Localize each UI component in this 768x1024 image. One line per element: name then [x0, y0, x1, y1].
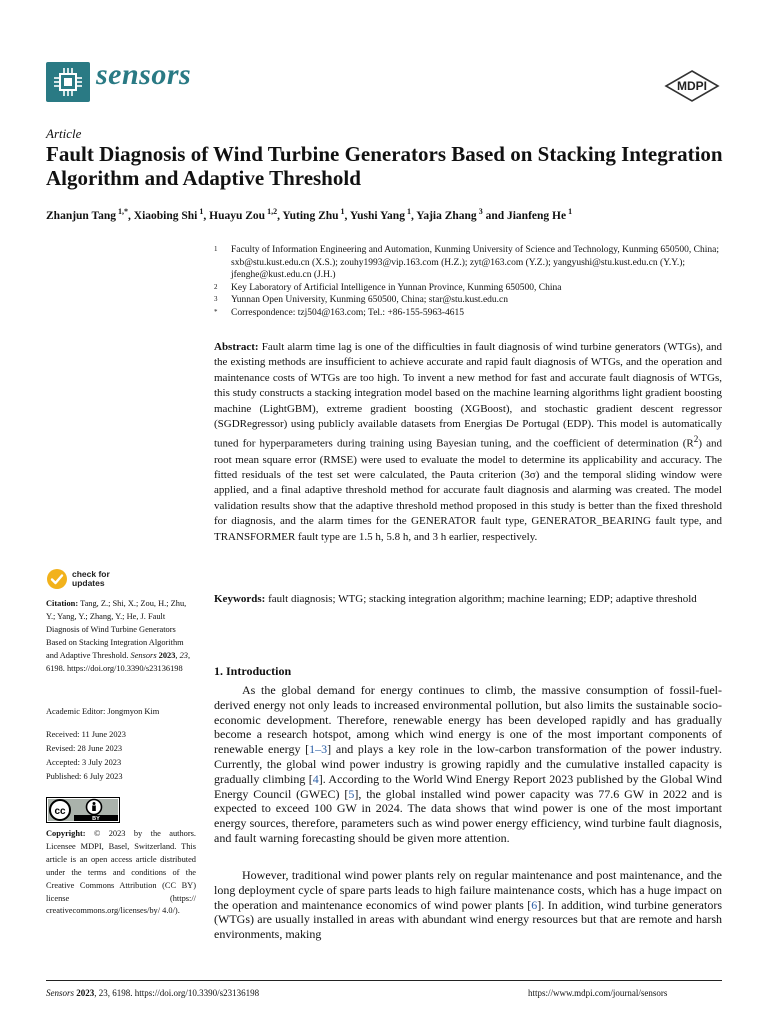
- reference-link[interactable]: 1–3: [309, 742, 328, 757]
- affiliations: [214, 244, 724, 320]
- date-accepted: Accepted: 3 July 2023: [46, 758, 122, 767]
- affiliation-text: Correspondence: tzj504@163.com; Tel.: +86-155-5963-4615: [231, 307, 465, 318]
- author-affiliation-sup: 1: [197, 207, 204, 216]
- academic-editor: Academic Editor: Jongmyon Kim: [46, 707, 160, 716]
- date-published: Published: 6 July 2023: [46, 772, 123, 781]
- check-updates-icon: [46, 568, 68, 590]
- affiliation-mark: *: [214, 307, 218, 316]
- authors-list[interactable]: [46, 204, 736, 224]
- mdpi-logo-text: MDPI: [677, 79, 707, 93]
- affiliation-1: [214, 244, 724, 282]
- citation-label: Citation:: [46, 599, 79, 608]
- footer-year: 2023: [76, 988, 95, 998]
- author-affiliation-sup: 3: [476, 207, 483, 216]
- abstract: [214, 340, 722, 545]
- footer-journal-url[interactable]: https://www.mdpi.com/journal/sensors: [528, 988, 668, 998]
- para-text: However, traditional wind power plants rely on regular maintenance and post maintenance, and the long deployment cycle of spare parts leads to high failure maintenance costs, which has a huge impact on the operation and maintenance economics of wind power plants [: [214, 868, 722, 912]
- reference-link[interactable]: 4: [312, 771, 319, 786]
- abstract-text-2: ) and root mean square error (RMSE) were used to evaluate the model to determine its applicability and accuracy. The fitted residuals of the test set were calculated, the Pauta criterion (3σ) and the temporal sliding window were applied, and a final adaptive threshold method for accurate fault diagnosis and alarming was created. The model validation results show that the adaptive threshold method proposed in this study is better than the fixed threshold for diagnosis, and the alarm times for the GENERATOR fault type, GENERATOR_BEARING fault type, and TRANSFORMER fault type are 1.5 h, 5.8 h, and 3 h earlier, respectively.: [214, 438, 722, 543]
- intro-paragraph-1: [214, 683, 722, 846]
- affiliation-correspondence: [214, 307, 724, 320]
- reference-link[interactable]: 5: [348, 786, 355, 801]
- svg-text:cc: cc: [54, 806, 66, 817]
- author-affiliation-sup: 1: [566, 207, 573, 216]
- para-text: ]. According to the World Wind Energy Report 2023 published by the Global Wind Energy Council (GWEC) [: [214, 771, 722, 801]
- citation-block: Citation: Tang, Z.; Shi, X.; Zou, H.; Zhu, Y.; Yang, Y.; Zhang, Y.; He, J. Fault Diagnosis of Wind Turbine Generators Based on Stacking Integration Algorithm and Adaptive Threshold. Sensors 2023, 23, 6198. https://doi.org/10.3390/s23136198: [46, 599, 191, 673]
- affiliation-text: Faculty of Information Engineering and Automation, Kunming University of Science and Technology, Kunming 650500, China; sxb@stu.kust.edu.cn (X.S.); zouhy1993@vip.163.com (H.Z.); zyt@163.com (Y.Z.); yangyushi@stu.kust.edu.cn (Y.Y.); jfenghe@kust.edu.cn (J.H.): [231, 245, 719, 281]
- keywords-text: fault diagnosis; WTG; stacking integration algorithm; machine learning; EDP; adaptive threshold: [268, 593, 697, 605]
- date-revised: Revised: 28 June 2023: [46, 744, 123, 753]
- footer-journal: Sensors: [46, 988, 75, 998]
- citation-doi[interactable]: , 6198. https://doi.org/10.3390/s23136198: [46, 650, 191, 673]
- author-affiliation-sup: 1,*: [116, 207, 129, 216]
- reference-link[interactable]: 6: [531, 897, 538, 912]
- abstract-superscript: 2: [693, 434, 699, 445]
- check-for-updates-button[interactable]: [46, 568, 110, 590]
- copyright-label: Copyright:: [46, 829, 86, 838]
- affiliation-mark: 3: [214, 295, 218, 304]
- copyright-block: [46, 828, 196, 918]
- footer-citation[interactable]: [46, 988, 259, 998]
- affiliation-mark: 2: [214, 282, 218, 291]
- author-affiliation-sup: 1: [338, 207, 345, 216]
- article-type: Article: [46, 126, 82, 141]
- abstract-label: Abstract:: [214, 341, 259, 353]
- citation-journal: Sensors: [130, 650, 157, 660]
- date-received: Received: 11 June 2023: [46, 730, 126, 739]
- para-text: ]. In addition, wind turbine generators (WTGs) are usually installed in areas with abundant wind energy resources but that are remote and harsh environments, making: [214, 897, 722, 942]
- citation-text: Tang, Z.; Shi, X.; Zou, H.; Zhu, Y.; Yang, Y.; Zhang, Y.; He, J. Fault Diagnosis of Wind Turbine Generators Based on Stacking Integration Algorithm and Adaptive Threshold.: [46, 599, 187, 660]
- journal-name[interactable]: sensors: [96, 58, 192, 91]
- para-text: As the global demand for energy continues to climb, the massive consumption of fossil-fuel-derived energy not only leads to increased environmental pollution, but also limits the sustainable socio-economic development. Therefore, renewable energy has been developed rapidly and has gradually become a research hotspot, among which wind energy is one of the most important components of renewable energy [: [214, 683, 722, 757]
- check-updates-line1: check for: [72, 568, 110, 579]
- journal-logo-chip-icon: [46, 62, 90, 102]
- affiliation-text: Yunnan Open University, Kunming 650500, China; star@stu.kust.edu.cn: [231, 295, 509, 306]
- citation-year: 2023: [158, 650, 176, 660]
- copyright-text: © 2023 by the authors. Licensee MDPI, Basel, Switzerland. This article is an open access article distributed under the terms and conditions of the Creative Commons Attribution (CC BY) license (https:// creativecommons.org/licenses/by/ 4.0/).: [46, 829, 197, 916]
- authors-text: Zhanjun Tang $^{1,*}$, Xiaobing Shi $^1$, Huayu Zou $^{1,2}$, Yuting Zhu $^1$, Yushi Yang $^1$, Yajia Zhang $^3$ and Jianfeng He $^1$: [46, 207, 573, 222]
- keywords: [214, 592, 722, 607]
- footer-divider: [46, 980, 722, 981]
- affiliation-text: Key Laboratory of Artificial Intelligence in Yunnan Province, Kunming 650500, China: [231, 282, 562, 293]
- abstract-text-1: Fault alarm time lag is one of the difficulties in fault diagnosis of wind turbine generators (WTGs), and the existing methods are insufficient to achieve accurate and rapid fault diagnosis of WTGs, and the operation and maintenance costs of WTGs are too high. To invent a new method for fast and accurate fault diagnosis of WTGs, this study constructs a stacking integration model based on the machine learning algorithms light gradient boosting machine (LightGBM), extreme gradient boosting (XGBoost), and stochastic gradient descent regressor (SGDRegressor) using publicly available datasets from Energias De Portugal (EDP). This model is automatically tuned for hyperparameters during training using Bayesian tuning, and the coefficient of determination (R: [214, 341, 723, 451]
- mdpi-logo[interactable]: [664, 70, 720, 109]
- affiliation-2: [214, 282, 724, 295]
- keywords-label: Keywords:: [214, 593, 266, 605]
- affiliation-3: [214, 294, 724, 307]
- affiliation-mark: 1: [214, 245, 218, 253]
- cc-by-label: BY: [92, 816, 100, 822]
- section-heading: 1. Introduction: [214, 664, 292, 678]
- cc-by-license-badge[interactable]: [46, 797, 120, 828]
- check-updates-line2: updates: [72, 578, 105, 588]
- citation-volume: 23: [179, 650, 188, 660]
- para-text: ], the global installed wind power capacity was 77.6 GW in 2022 and is expected to exceed 100 GW in 2024. The data shows that wind power is one of the most important energy sources, therefore, parameters such as wind power energy efficiency, wind turbine fault diagnosis, and fault warning forecasting should be given more attention.: [214, 786, 723, 845]
- footer-doi: , 23, 6198. https://doi.org/10.3390/s23136198: [94, 988, 260, 998]
- intro-paragraph-2: [214, 868, 722, 942]
- author-affiliation-sup: 1,2: [265, 207, 278, 216]
- article-title: Fault Diagnosis of Wind Turbine Generators Based on Stacking Integration Algorithm and Adaptive Threshold: [46, 142, 723, 190]
- para-text: ] and plays a key role in the low-carbon transformation of the power industry. Currently, the global wind power industry is growing rapidly and the cumulative installed capacity is gradually climbing [: [214, 742, 722, 786]
- author-affiliation-sup: 1: [404, 207, 411, 216]
- publication-dates: [46, 728, 196, 784]
